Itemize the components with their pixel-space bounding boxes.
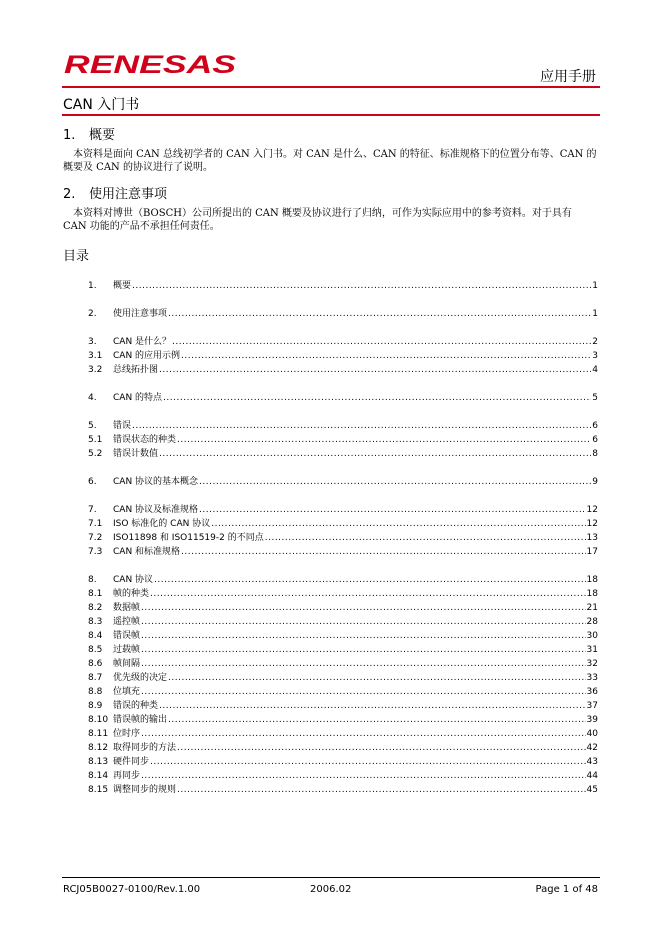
toc-entry-number: 3.1	[88, 351, 103, 361]
section-body-overview: 本资料是面向 CAN 总线初学者的 CAN 入门书。对 CAN 是什么、CAN 的特征、标准规格下的位置分布等、CAN 的概要及 CAN 的协议进行了说明。	[63, 149, 597, 173]
toc-leader-dots	[177, 435, 591, 445]
toc-entry-title: 帧间隔	[113, 659, 141, 669]
toc-entry-page: 30	[586, 631, 598, 641]
toc-entry-title: 帧的种类	[113, 589, 150, 599]
toc-entry-page: 44	[586, 771, 598, 781]
renesas-logo	[64, 52, 236, 76]
toc-entry-title: 过载帧	[113, 645, 141, 655]
toc-entry-title: 错误	[113, 421, 132, 431]
toc-leader-dots	[159, 449, 591, 459]
toc-entry-page: 2	[592, 337, 598, 347]
toc-entry-title: 错误的种类	[113, 701, 159, 711]
toc-leader-dots	[168, 715, 586, 725]
toc-entry-page: 31	[586, 645, 598, 655]
toc-entry-title: CAN 协议的基本概念	[113, 477, 199, 487]
toc-entry-number: 8.12	[88, 743, 109, 753]
toc-entry-page: 18	[586, 575, 598, 585]
toc-entry-page: 12	[586, 519, 598, 529]
toc-entry-page: 18	[586, 589, 598, 599]
toc-entry[interactable]	[88, 516, 598, 528]
toc-entry-title: 优先级的决定	[113, 673, 168, 683]
document-title: CAN 入门书	[63, 97, 140, 113]
toc-entry-page: 42	[586, 743, 598, 753]
toc-entry-title: ISO 标准化的 CAN 协议	[113, 519, 211, 529]
toc-entry-title: 再同步	[113, 771, 141, 781]
toc-entry-number: 8.14	[88, 771, 109, 781]
toc-entry[interactable]	[88, 572, 598, 584]
toc-entry-page: 9	[592, 477, 598, 487]
toc-entry-page: 6	[592, 421, 598, 431]
toc-leader-dots	[150, 757, 586, 767]
toc-entry-number: 8.5	[88, 645, 103, 655]
toc-leader-dots	[172, 337, 591, 347]
toc-leader-dots	[168, 309, 591, 319]
toc-entry[interactable]	[88, 642, 598, 654]
toc-entry-page: 40	[586, 729, 598, 739]
toc-entry-title: CAN 是什么？	[113, 337, 172, 347]
toc-entry[interactable]	[88, 670, 598, 682]
toc-leader-dots	[141, 631, 586, 641]
toc-entry-title: CAN 和标准规格	[113, 547, 181, 557]
toc-entry-number: 1.	[88, 281, 97, 291]
toc-entry-page: 1	[592, 281, 598, 291]
toc-entry[interactable]	[88, 432, 598, 444]
toc-entry-page: 3	[592, 351, 598, 361]
toc-entry-page: 4	[592, 365, 598, 375]
toc-leader-dots	[168, 673, 586, 683]
toc-leader-dots	[141, 687, 586, 697]
toc-leader-dots	[154, 575, 586, 585]
section-number: 1.	[63, 128, 76, 143]
toc-entry[interactable]	[88, 446, 598, 458]
toc-entry-number: 7.3	[88, 547, 103, 557]
header-rule	[62, 86, 600, 88]
section-heading-notes	[63, 183, 167, 202]
toc-entry[interactable]	[88, 418, 598, 430]
toc-entry-number: 8.10	[88, 715, 109, 725]
toc-entry-page: 32	[586, 659, 598, 669]
toc-entry[interactable]	[88, 740, 598, 752]
toc-leader-dots	[141, 771, 586, 781]
toc-entry[interactable]	[88, 628, 598, 640]
toc-leader-dots	[132, 421, 591, 431]
toc-entry[interactable]	[88, 334, 598, 346]
toc-entry-page: 37	[586, 701, 598, 711]
toc-entry-number: 7.1	[88, 519, 103, 529]
toc-entry[interactable]	[88, 390, 598, 402]
toc-entry-title: 错误计数值	[113, 449, 159, 459]
toc-entry-page: 17	[586, 547, 598, 557]
toc-entry-number: 5.	[88, 421, 97, 431]
toc-entry[interactable]	[88, 726, 598, 738]
toc-leader-dots	[211, 519, 585, 529]
toc-entry-number: 7.2	[88, 533, 103, 543]
toc-entry-number: 8.9	[88, 701, 103, 711]
footer-date: 2006.02	[310, 884, 352, 895]
toc-entry-page: 36	[586, 687, 598, 697]
toc-entry-title: 数据帧	[113, 603, 141, 613]
toc-leader-dots	[141, 603, 586, 613]
toc-entry-page: 45	[586, 785, 598, 795]
toc-entry[interactable]	[88, 362, 598, 374]
toc-entry-page: 6	[592, 435, 598, 445]
footer-doc-number: RCJ05B0027-0100/Rev.1.00	[63, 884, 201, 895]
toc-entry-number: 8.3	[88, 617, 103, 627]
toc-entry[interactable]	[88, 614, 598, 626]
toc-entry-number: 5.1	[88, 435, 103, 445]
toc-entry[interactable]	[88, 782, 598, 794]
toc-leader-dots	[181, 351, 591, 361]
toc-entry-number: 8.7	[88, 673, 103, 683]
toc-entry[interactable]	[88, 348, 598, 360]
toc-entry-number: 8.6	[88, 659, 103, 669]
doc-type-label: 应用手册	[540, 69, 596, 85]
toc-entry[interactable]	[88, 600, 598, 612]
toc-entry-page: 1	[592, 309, 598, 319]
toc-entry-number: 4.	[88, 393, 97, 403]
toc-entry-page: 39	[586, 715, 598, 725]
toc-entry-number: 8.1	[88, 589, 103, 599]
toc-entry-title: 硬件同步	[113, 757, 150, 767]
toc-entry[interactable]	[88, 586, 598, 598]
toc-entry-number: 8.8	[88, 687, 103, 697]
toc-entry-number: 7.	[88, 505, 97, 515]
toc-entry-number: 2.	[88, 309, 97, 319]
toc-entry-page: 5	[592, 393, 598, 403]
toc-entry-number: 8.	[88, 575, 97, 585]
footer-rule	[62, 877, 600, 878]
toc-entry-title: CAN 协议及标准规格	[113, 505, 199, 515]
toc-entry[interactable]	[88, 502, 598, 514]
toc-entry-title: 位填充	[113, 687, 141, 697]
toc-entry-title: CAN 的特点	[113, 393, 163, 403]
toc-leader-dots	[163, 393, 591, 403]
toc-entry-title: CAN 协议	[113, 575, 154, 585]
toc-entry[interactable]	[88, 698, 598, 710]
toc-entry-number: 3.	[88, 337, 97, 347]
toc-entry-page: 12	[586, 505, 598, 515]
toc-entry[interactable]	[88, 768, 598, 780]
toc-entry[interactable]	[88, 530, 598, 542]
toc-entry[interactable]	[88, 278, 598, 290]
toc-entry[interactable]	[88, 656, 598, 668]
toc-entry-number: 8.11	[88, 729, 109, 739]
toc-heading: 目录	[63, 249, 90, 264]
toc-leader-dots	[265, 533, 586, 543]
toc-entry-title: 使用注意事项	[113, 309, 168, 319]
section-heading-overview	[63, 124, 115, 143]
toc-entry-number: 6.	[88, 477, 97, 487]
toc-entry[interactable]	[88, 306, 598, 318]
toc-entry[interactable]	[88, 712, 598, 724]
toc-entry-title: 总线拓扑图	[113, 365, 159, 375]
toc-leader-dots	[150, 589, 586, 599]
toc-leader-dots	[141, 729, 586, 739]
toc-entry-title: 位时序	[113, 729, 141, 739]
toc-entry-title: 错误帧的输出	[113, 715, 168, 725]
section-number: 2.	[63, 187, 76, 202]
toc-entry-number: 8.4	[88, 631, 103, 641]
toc-leader-dots	[141, 645, 586, 655]
toc-entry[interactable]	[88, 754, 598, 766]
toc-leader-dots	[159, 365, 591, 375]
toc-leader-dots	[141, 617, 586, 627]
toc-entry-number: 5.2	[88, 449, 103, 459]
toc-entry-title: 错误状态的种类	[113, 435, 177, 445]
title-rule	[62, 114, 600, 116]
toc-leader-dots	[181, 547, 586, 557]
logo-text: RENESAS	[64, 52, 236, 76]
toc-entry-number: 3.2	[88, 365, 103, 375]
toc-leader-dots	[199, 477, 591, 487]
toc-entry-page: 8	[592, 449, 598, 459]
toc-entry[interactable]	[88, 474, 598, 486]
toc-leader-dots	[132, 281, 591, 291]
toc-entry-page: 21	[586, 603, 598, 613]
toc-entry-page: 33	[586, 673, 598, 683]
section-body-notes: 本资料对博世（BOSCH）公司所提出的 CAN 概要及协议进行了归纳，可作为实际应用中的参考资料。对于具有 CAN 功能的产品不承担任何责任。	[63, 208, 572, 232]
toc-entry-title: 遥控帧	[113, 617, 141, 627]
footer-page: Page 1 of 48	[535, 884, 598, 895]
toc-entry[interactable]	[88, 684, 598, 696]
toc-leader-dots	[199, 505, 586, 515]
toc-entry-number: 8.2	[88, 603, 103, 613]
toc-entry-page: 13	[586, 533, 598, 543]
toc-leader-dots	[159, 701, 586, 711]
section-title: 概要	[89, 128, 116, 143]
toc-entry[interactable]	[88, 544, 598, 556]
toc-entry-page: 43	[586, 757, 598, 767]
toc-entry-title: CAN 的应用示例	[113, 351, 181, 361]
toc-entry-number: 8.13	[88, 757, 109, 767]
toc-leader-dots	[177, 743, 586, 753]
toc-entry-title: 取得同步的方法	[113, 743, 177, 753]
toc-entry-title: 概要	[113, 281, 132, 291]
section-title: 使用注意事项	[89, 187, 168, 202]
toc-entry-title: 错误帧	[113, 631, 141, 641]
toc-leader-dots	[141, 659, 586, 669]
toc-entry-title: ISO11898 和 ISO11519-2 的不同点	[113, 533, 264, 543]
toc-entry-title: 调整同步的规则	[113, 785, 177, 795]
toc-entry-page: 28	[586, 617, 598, 627]
toc-leader-dots	[177, 785, 586, 795]
toc-entry-number: 8.15	[88, 785, 109, 795]
